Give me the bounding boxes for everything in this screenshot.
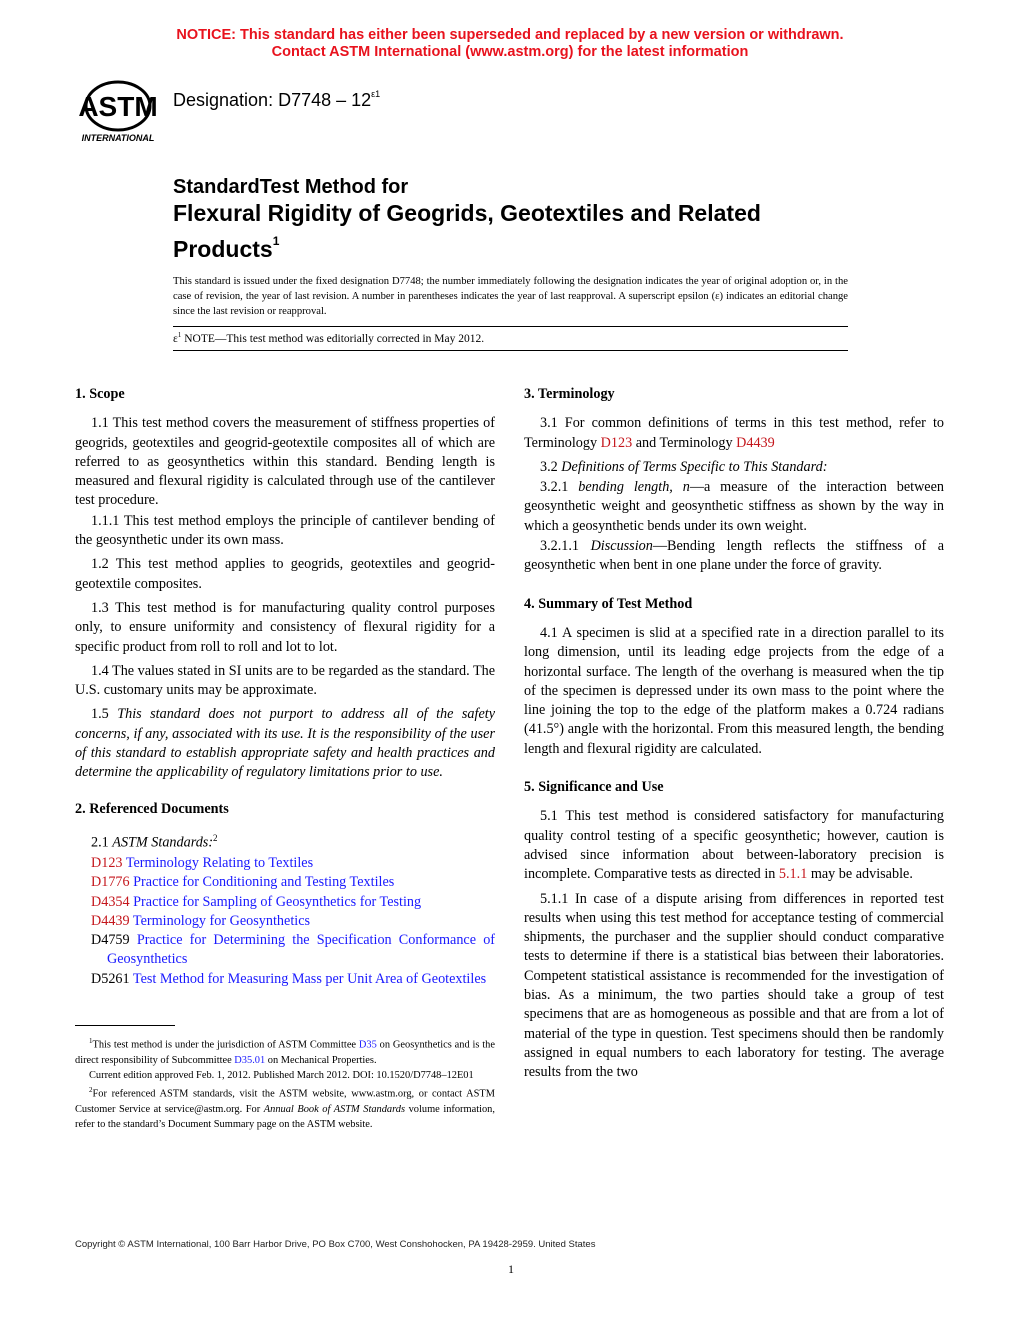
para-1-4: 1.4 The values stated in SI units are to be regarded as the standard. The U.S. customary units may be approximate. (75, 662, 495, 699)
term: Discussion (590, 538, 653, 555)
reference-code[interactable]: D4439 (91, 912, 130, 929)
footnote-text: on Mechanical Properties. (265, 1054, 377, 1066)
reference-code: D5261 (91, 970, 130, 987)
reference-item (91, 912, 495, 931)
notice-line-2: Contact ASTM International (www.astm.org) for the latest information (271, 44, 749, 60)
footnote-ref-2: 2 (213, 832, 218, 843)
referenced-documents-list (75, 854, 495, 989)
reference-code[interactable]: D123 (91, 854, 123, 871)
reference-item (91, 893, 495, 912)
para-3-2-text: Definitions of Terms Specific to This Standard: (561, 458, 828, 475)
footnote-mark: 1 (89, 1037, 93, 1045)
para-1-3: 1.3 This test method is for manufacturing quality control purposes only, to ensure uniformity and consistency of flexural rigidity for a specific product from roll to roll and lot to lot. (75, 599, 495, 655)
link-5-1-1[interactable]: 5.1.1 (778, 866, 808, 883)
para-number: 3.2.1.1 (540, 538, 591, 555)
logo-text: ASTM (78, 91, 158, 122)
section-heading-summary: 4. Summary of Test Method (524, 595, 693, 612)
link-d35[interactable]: D35 (358, 1039, 377, 1051)
footnote-text: on Geosynthetics and is the direct responsibility of Subcommittee (75, 1039, 495, 1066)
para-number: 2.1 (91, 834, 113, 851)
section-heading-referenced: 2. Referenced Documents (75, 800, 229, 817)
reference-item (91, 970, 495, 989)
reference-item (91, 873, 495, 892)
para-1-5-text: This standard does not purport to address all of the safety concerns, if any, associated with its use. It is the responsibility of the user of this standard to establish appropriate safety and health practices and determine the applicability of regulatory limitations prior to use. (75, 706, 495, 781)
designation-label: Designation: D7748 – 12 (173, 90, 372, 110)
title-main-text: Flexural Rigidity of Geogrids, Geotextiles and Related Products (173, 200, 761, 262)
link-d4439[interactable]: D4439 (736, 434, 775, 451)
link-d123[interactable]: D123 (600, 434, 633, 451)
para-text: may be advisable. (807, 866, 913, 883)
section-heading-terminology: 3. Terminology (524, 386, 615, 402)
withdrawn-notice (0, 27, 1020, 61)
para-text: and Terminology (632, 434, 737, 451)
para-3-1 (524, 414, 944, 453)
astm-logo (72, 80, 164, 144)
designation (173, 89, 380, 111)
title-footnote-mark: 1 (272, 234, 280, 248)
footnote-italic: Annual Book of ASTM Standards (263, 1104, 406, 1116)
link-d35-01[interactable]: D35.01 (234, 1054, 266, 1066)
reference-title-link[interactable]: Practice for Determining the Specification Conformance of Geosynthetics (107, 932, 496, 968)
reference-code[interactable]: D4354 (91, 893, 130, 910)
para-1-5 (75, 705, 495, 782)
reference-title-link[interactable]: Practice for Sampling of Geosynthetics for Testing (133, 893, 422, 910)
title-main (173, 199, 873, 263)
designation-epsilon: ε1 (371, 89, 381, 99)
reference-code[interactable]: D1776 (91, 874, 130, 891)
reference-item (91, 854, 495, 873)
reference-code: D4759 (91, 932, 130, 949)
section-heading-scope: 1. Scope (75, 386, 125, 402)
reference-title-link[interactable]: Terminology for Geosynthetics (132, 912, 311, 929)
footnote-text: volume information, refer to the standard’s Document Summary page on the ASTM website. (75, 1104, 495, 1131)
reference-title-link[interactable]: Terminology Relating to Textiles (125, 854, 314, 871)
epsilon-mark: ε (173, 332, 178, 345)
right-column (524, 383, 944, 1088)
footnote-text: This test method is under the jurisdiction of ASTM Committee (92, 1039, 359, 1051)
astm-logo-icon (72, 80, 164, 144)
para-text: —Bending length reflects the stiffness of a geosynthetic when bent in one plane under the force of gravity. (524, 538, 945, 574)
footnote-rule (75, 1025, 175, 1026)
para-number: 1.5 (91, 706, 118, 723)
reference-item (91, 931, 495, 970)
logo-subtitle: INTERNATIONAL (81, 133, 155, 143)
footnote-mark: 2 (89, 1086, 93, 1095)
para-3-2-1 (524, 478, 944, 536)
para-1-2: 1.2 This test method applies to geogrids, geotextiles and geogrid-geotextile composites. (75, 556, 495, 592)
reference-title-link[interactable]: Practice for Conditioning and Testing Textiles (133, 874, 395, 891)
para-5-1 (524, 807, 944, 884)
footnotes (75, 1034, 495, 1133)
footnote-2 (75, 1083, 495, 1132)
footnote-1 (75, 1034, 495, 1068)
para-text: —a measure of the interaction between geosynthetic weight and geosynthetic stiffness as shown by the way in which a geosynthetic bends under its own weight. (524, 479, 944, 534)
document-title (173, 175, 873, 263)
page-number: 1 (508, 1262, 514, 1276)
para-text: 3.1 For common definitions of terms in this test method, refer to Terminology (524, 415, 944, 451)
footnote-text: For referenced ASTM standards, visit the ASTM website, www.astm.org, or contact ASTM Customer Service at service@astm.org. For (75, 1088, 495, 1116)
term: bending length, n (578, 479, 690, 496)
title-prefix: StandardTest Method for (173, 176, 409, 198)
reference-title-link[interactable]: Test Method for Measuring Mass per Unit Area of Geotextiles (132, 970, 487, 987)
para-text: 5.1 This test method is considered satisfactory for manufacturing quality control testing of a specific geosynthetic; however, caution is advised since information about between-laboratory precision is incomplete. Comparative tests as directed in (524, 808, 944, 883)
copyright: Copyright © ASTM International, 100 Barr Harbor Drive, PO Box C700, West Conshohocken, PA 19428-2959. United States (75, 1239, 596, 1250)
para-2-1-text: ASTM Standards: (112, 834, 214, 851)
editorial-note (173, 326, 848, 351)
notice-line-1: NOTICE: This standard has either been superseded and replaced by a new version or withdrawn. (176, 27, 844, 43)
issued-statement: This standard is issued under the fixed designation D7748; the number immediately following the designation indicates the year of original adoption or, in the case of revision, the year of last revision. A number in parentheses indicates the year of last reapproval. A superscript epsilon (ε) indicates an editorial change since the last revision or reapproval. (173, 276, 848, 317)
section-heading-significance: 5. Significance and Use (524, 779, 664, 796)
note-text: NOTE—This test method was editorially corrected in May 2012. (181, 332, 485, 345)
para-1-1: 1.1 This test method covers the measurement of stiffness properties of geogrids, geotextiles and geogrid-geotextile composites all of which are referred to as geosynthetics within this standard. Bending length is measured and flexural rigidity is calculated through use of the cantilever test procedure. (75, 415, 495, 509)
left-column (75, 383, 495, 989)
epsilon-sup: 1 (177, 331, 182, 339)
edition-note: Current edition approved Feb. 1, 2012. Published March 2012. DOI: 10.1520/D7748–12E01 (89, 1070, 474, 1082)
para-5-1-1: 5.1.1 In case of a dispute arising from differences in reported test results when using this test method for acceptance testing of commercial shipments, the purchaser and the supplier should conduct comparative tests to determine if there is a statistical bias between their laboratories. Competent statistical assistance is recommended for the investigation of bias. As a minimum, the two parties should take a group of test specimens that are as homogeneous as possible and that are from a lot of material of the type in question. Test specimens should then be randomly assigned in equal numbers to each laboratory for testing. The average results from the two (524, 890, 944, 1081)
para-number: 3.2 (540, 458, 562, 475)
para-number: 3.2.1 (540, 479, 579, 496)
para-3-2-1-1 (524, 537, 944, 576)
para-2-1 (75, 829, 495, 853)
para-3-2 (524, 458, 944, 477)
para-4-1: 4.1 A specimen is slid at a specified rate in a direction parallel to its long dimension, until its leading edge projects from the edge of a horizontal surface. The length of the overhang is measured when the tip of the specimen is depressed under its own mass to the point where the line joining the top to the edge of the platform makes a 0.724 radians (41.5°) angle with the horizontal. From this measured length, the bending length and flexural rigidity are calculated. (524, 624, 944, 757)
para-1-1-1: 1.1.1 This test method employs the principle of cantilever bending of the geosynthetic under its own mass. (75, 512, 495, 549)
